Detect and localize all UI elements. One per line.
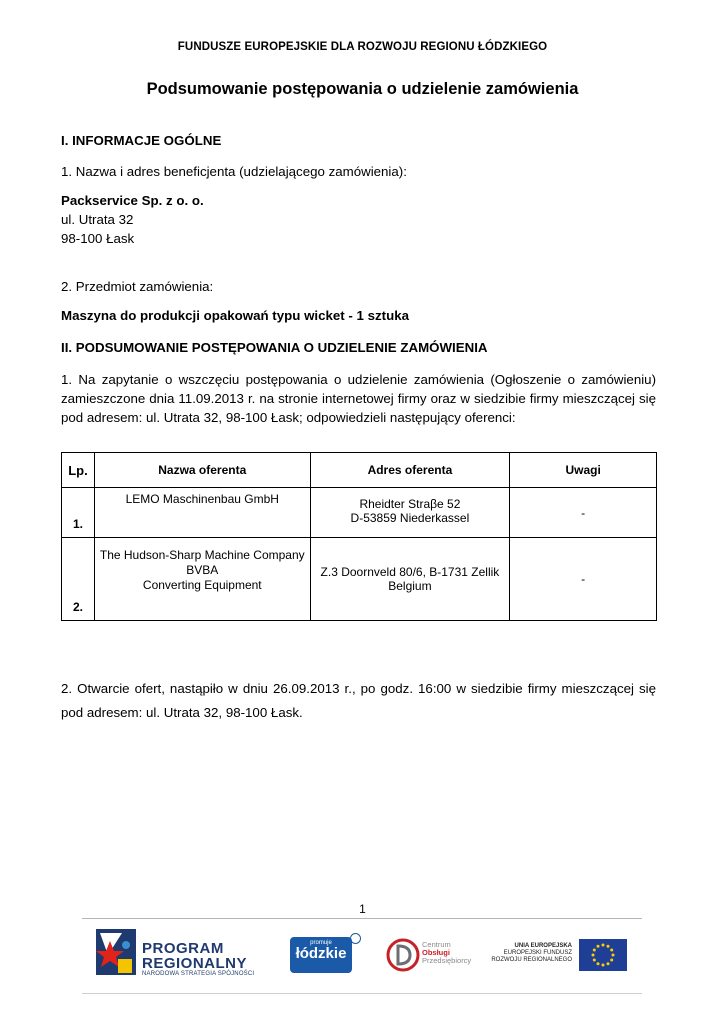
eu-flag-icon — [579, 939, 627, 971]
offeror-address-line: Z.3 Doornveld 80/6, B-1731 Zellik — [320, 565, 500, 579]
offeror-name — [94, 538, 310, 621]
offeror-address-line: Belgium — [388, 579, 432, 593]
offeror-name-line: Converting Equipment — [142, 578, 262, 592]
table-row — [62, 488, 657, 538]
table-row — [62, 538, 657, 621]
column-header-lp: Lp. — [62, 453, 95, 488]
offeror-name-line: LEMO Maschinenbau GmbH — [125, 492, 279, 506]
promuje-text: promuje — [310, 940, 332, 946]
program-title-line-2: REGIONALNY — [142, 955, 248, 972]
offeror-name-line: BVBA — [186, 563, 219, 577]
column-header-address: Adres oferenta — [310, 453, 510, 488]
offers-table — [61, 452, 657, 621]
beneficiary-name: Packservice Sp. z o. o. — [61, 193, 204, 208]
column-header-remarks: Uwagi — [510, 453, 657, 488]
offeror-address — [310, 488, 510, 538]
page-number: 1 — [359, 902, 366, 916]
subject-label: 2. Przedmiot zamówienia: — [61, 279, 214, 294]
footer-logo-bar — [82, 918, 642, 994]
offeror-name-line: The Hudson-Sharp Machine Company — [99, 548, 305, 562]
registered-mark-icon — [350, 933, 361, 944]
beneficiary-label: 1. Nazwa i adres beneficjenta (udzielającego zamówienia): — [61, 164, 407, 179]
program-regionalny-logo-icon — [96, 929, 136, 979]
table-header-row — [62, 453, 657, 488]
offeror-remarks: - — [510, 538, 657, 621]
subject-value: Maszyna do produkcji opakowań typu wicket - 1 sztuka — [61, 308, 410, 323]
beneficiary-city: 98-100 Łask — [61, 231, 135, 246]
document-header: FUNDUSZE EUROPEJSKIE DLA ROZWOJU REGIONU ŁÓDZKIEGO — [177, 41, 548, 53]
offeror-name — [94, 488, 310, 538]
eu-text-line-2: EUROPEJSKI FUNDUSZ — [503, 950, 572, 956]
program-title-line-1: PROGRAM — [142, 940, 224, 957]
offeror-address-line: D-53859 Niederkassel — [350, 511, 470, 525]
offeror-address-line: Rheidter Straβe 52 — [359, 497, 461, 511]
column-header-name: Nazwa oferenta — [94, 453, 310, 488]
lodzkie-text: łódzkie — [295, 945, 347, 962]
section-1-heading: I. INFORMACJE OGÓLNE — [61, 133, 222, 148]
cop-text-line-2: Obsługi — [422, 948, 450, 957]
cop-logo-icon — [386, 937, 420, 973]
eu-text-line-3: ROZWOJU REGIONALNEGO — [491, 957, 572, 963]
cop-text-line-1: Centrum — [422, 940, 451, 949]
offeror-address — [310, 538, 510, 621]
paragraph-offers: 1. Na zapytanie o wszczęciu postępowania o udzielenie zamówienia (Ogłoszenie o zamówieniu) zamieszczone dnia 11.09.2013 r. na stronie internetowej firmy oraz w siedzibie firmy mieszczącej się pod adresem: ul. Utrata 32, 98-100 Łask; odpowiedzieli następujący oferenci: — [61, 372, 656, 425]
eu-text-line-1: UNIA EUROPEJSKA — [514, 943, 572, 949]
cop-text-line-3: Przedsiębiorcy — [422, 956, 472, 965]
paragraph-opening: 2. Otwarcie ofert, nastąpiło w dniu 26.09.2013 r., po godz. 16:00 w siedzibie firmy mieszczącej się pod adresem: ul. Utrata 32, 98-100 Łask. — [61, 681, 656, 720]
promuje-lodzkie-logo — [290, 937, 352, 973]
row-number: 1. — [62, 488, 95, 538]
program-subtitle: NARODOWA STRATEGIA SPÓJNOŚCI — [142, 971, 255, 977]
row-number: 2. — [62, 538, 95, 621]
beneficiary-street: ul. Utrata 32 — [61, 212, 134, 227]
offeror-remarks: - — [510, 488, 657, 538]
page-title: Podsumowanie postępowania o udzielenie zamówienia — [146, 80, 579, 98]
section-2-heading: II. PODSUMOWANIE POSTĘPOWANIA O UDZIELENIE ZAMÓWIENIA — [61, 340, 488, 355]
